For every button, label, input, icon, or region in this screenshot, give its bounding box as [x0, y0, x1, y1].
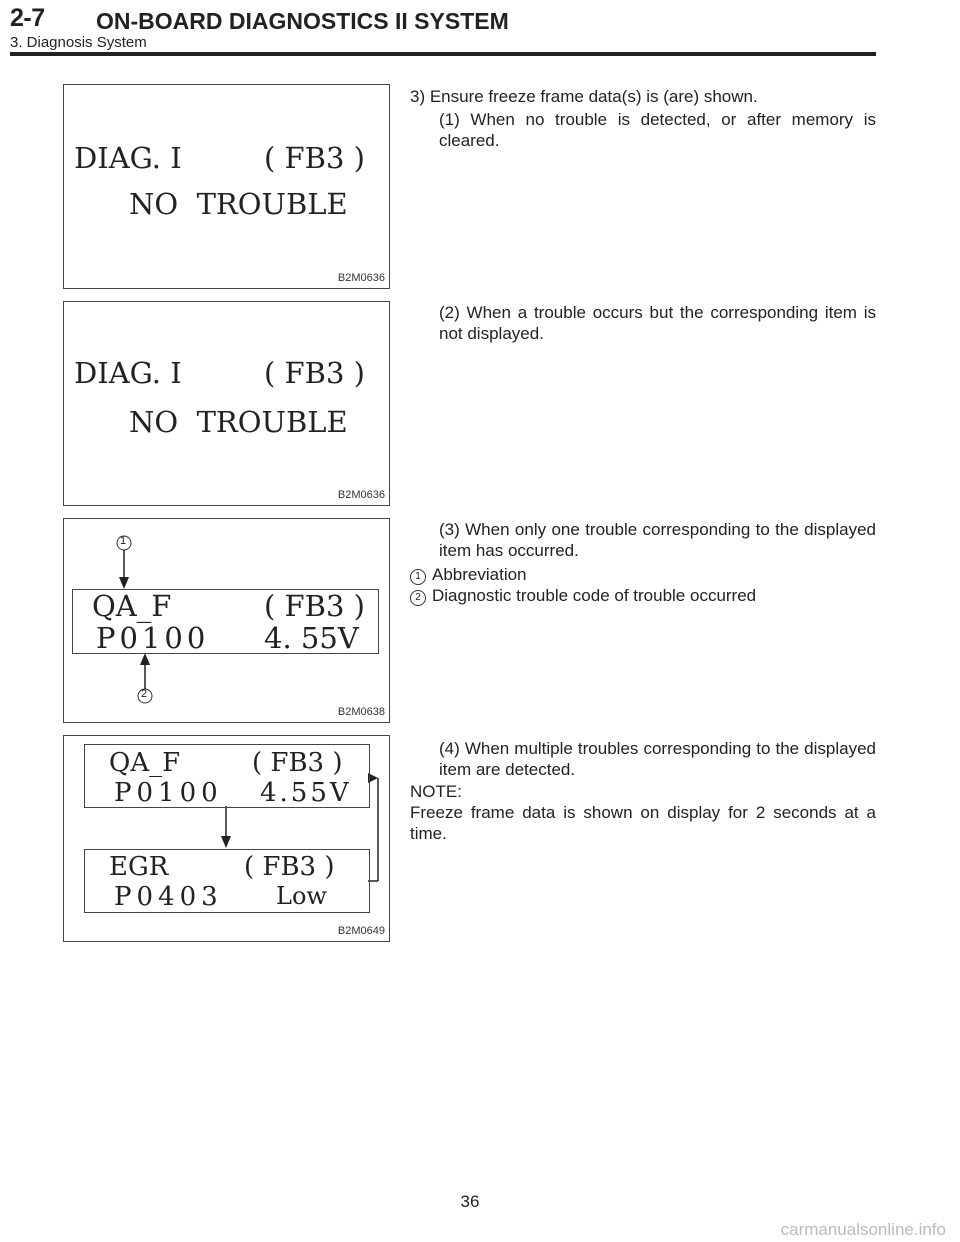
figure-code: B2M0636 — [337, 489, 385, 501]
lcd1-line2-right: 4.55V — [260, 778, 352, 808]
legend-text-2: Diagnostic trouble code of trouble occurred — [432, 586, 757, 605]
legend-number-1: 1 — [410, 569, 426, 585]
section-title: ON-BOARD DIAGNOSTICS II SYSTEM — [96, 8, 509, 34]
legend-item-2 — [410, 585, 880, 606]
header-rule — [10, 52, 876, 56]
lcd2-line2-left: P0403 — [114, 882, 223, 912]
figure-code: B2M0636 — [337, 272, 385, 284]
legend-item-1 — [410, 564, 880, 585]
lcd-line1-right: ( FB3 ) — [264, 141, 365, 175]
lcd-line2: NO TROUBLE — [129, 405, 348, 439]
subsection-title: 3. Diagnosis System — [10, 34, 147, 51]
case-1-text: (1) When no trouble is detected, or after memory is cleared. — [439, 110, 876, 150]
lcd1-line1-right: ( FB3 ) — [252, 748, 343, 778]
lcd-line2: NO TROUBLE — [129, 187, 348, 221]
lcd-line1-right: ( FB3 ) — [264, 356, 365, 390]
callout-label-2: 2 — [141, 688, 148, 700]
case-3-text: (3) When only one trouble corresponding to the displayed item has occurred. — [439, 520, 876, 560]
lcd-line1-left: QA_F — [92, 589, 172, 623]
note-label: NOTE: — [410, 782, 462, 801]
legend-text-1: Abbreviation — [432, 565, 527, 584]
lcd2-line1-right: ( FB3 ) — [244, 852, 335, 882]
lcd2-line1-left: EGR — [109, 852, 169, 882]
figure-no-trouble-1 — [63, 84, 390, 289]
lcd-line2-right: 4. 55V — [264, 621, 359, 655]
lcd-line1-left: DIAG. I — [74, 356, 182, 390]
figure-single-trouble — [63, 518, 390, 723]
lcd2-line2-right: Low — [276, 882, 327, 910]
lcd-line1-left: DIAG. I — [74, 141, 182, 175]
note-text: Freeze frame data is shown on display for 2 seconds at a time. — [410, 803, 876, 843]
figure-multiple-troubles — [63, 735, 390, 942]
lcd1-line2-left: P0100 — [114, 778, 223, 808]
arrow-down — [221, 836, 231, 848]
callout-arrow-down — [119, 577, 129, 589]
lcd-line2-left: P0100 — [96, 621, 210, 655]
lcd-line1-right: ( FB3 ) — [264, 589, 365, 623]
case-2-text: (2) When a trouble occurs but the corresponding item is not displayed. — [439, 303, 876, 343]
step-3-text: 3) Ensure freeze frame data(s) is (are) shown. — [410, 87, 758, 106]
figure-code: B2M0638 — [337, 706, 385, 718]
section-number: 2-7 — [10, 4, 45, 32]
callout-label-1: 1 — [120, 535, 127, 547]
watermark: carmanualsonline.info — [780, 1220, 946, 1239]
lcd1-line1-left: QA_F — [109, 748, 181, 778]
legend-number-2: 2 — [410, 590, 426, 606]
figure-no-trouble-2 — [63, 301, 390, 506]
case-4-text: (4) When multiple troubles corresponding to the displayed item are detected. — [439, 739, 876, 779]
page-number: 36 — [460, 1192, 480, 1211]
figure-code: B2M0649 — [337, 925, 385, 937]
